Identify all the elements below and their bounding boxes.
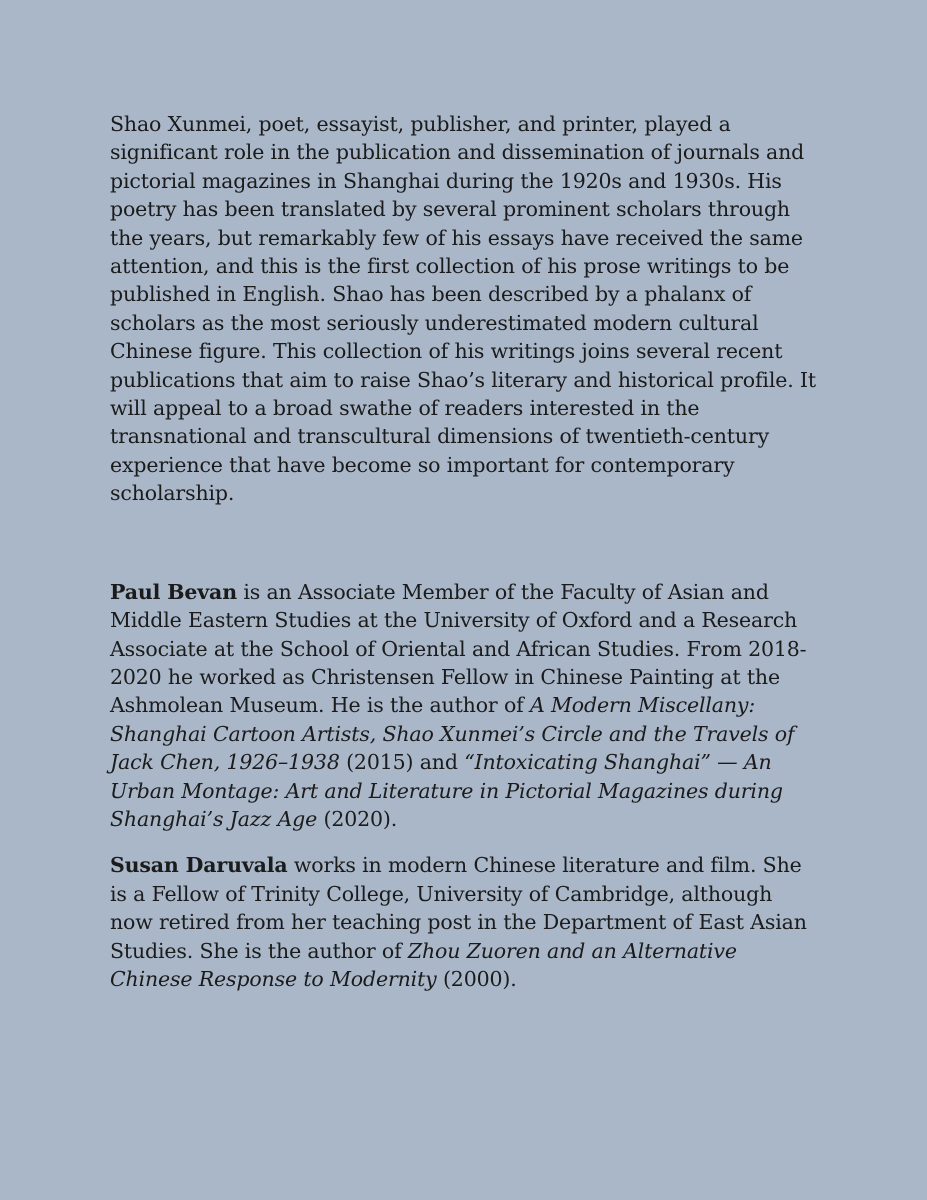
bio-text: (2020).: [317, 806, 398, 831]
book-description: Shao Xunmei, poet, essayist, publisher, and printer, played a significant role in the publication and dissemination of journals and pictorial magazines in Shanghai during the 1920s and 1930s. His poetry has been translated by several prominent scholars through the years, but remarkably few of his essays have received the same attention, and this is the first collection of his prose writings to be published in English. Shao has been described by a phalanx of scholars as the most seriously underestimated modern cultural Chinese figure. This collection of his writings joins several recent publications that aim to raise Shao’s literary and historical profile. It will appeal to a broad swathe of readers interested in the transnational and transcultural dimensions of twentieth-century experience that have become so important for contemporary scholarship.: [110, 112, 816, 506]
author-name: Susan Daruvala: [110, 853, 288, 878]
bio-text: is an Associate Member of the Faculty of Asian and Middle Eastern Studies at the University of Oxford and a Research Associate at the School of Oriental and African Studies. From 2018-2020 he worked as Christensen Fellow in Chinese Painting at the Ashmolean Museum. He is the author of: [110, 579, 807, 718]
book-title: A Modern Miscellany: Shanghai Cartoon Artists, Shao Xunmei’s Circle and the Travels of Jack Chen, 1926–1938: [110, 693, 795, 775]
author-bio-susan-daruvala: [110, 851, 820, 993]
author-bio-paul-bevan: [110, 578, 820, 834]
book-title: Zhou Zuoren and an Alternative Chinese Response to Modernity: [110, 938, 737, 991]
back-cover-text: [110, 110, 820, 1011]
book-title: “Intoxicating Shanghai” — An Urban Montage: Art and Literature in Pictorial Magazines during Shanghai’s Jazz Age: [110, 750, 783, 831]
bio-text: (2015) and: [339, 750, 465, 775]
author-name: Paul Bevan: [110, 579, 237, 604]
bio-text: works in modern Chinese literature and film. She is a Fellow of Trinity College, University of Cambridge, although now retired from her teaching post in the Department of East Asian Studies. She is the author of: [110, 853, 807, 963]
bio-text: (2000).: [436, 966, 517, 991]
